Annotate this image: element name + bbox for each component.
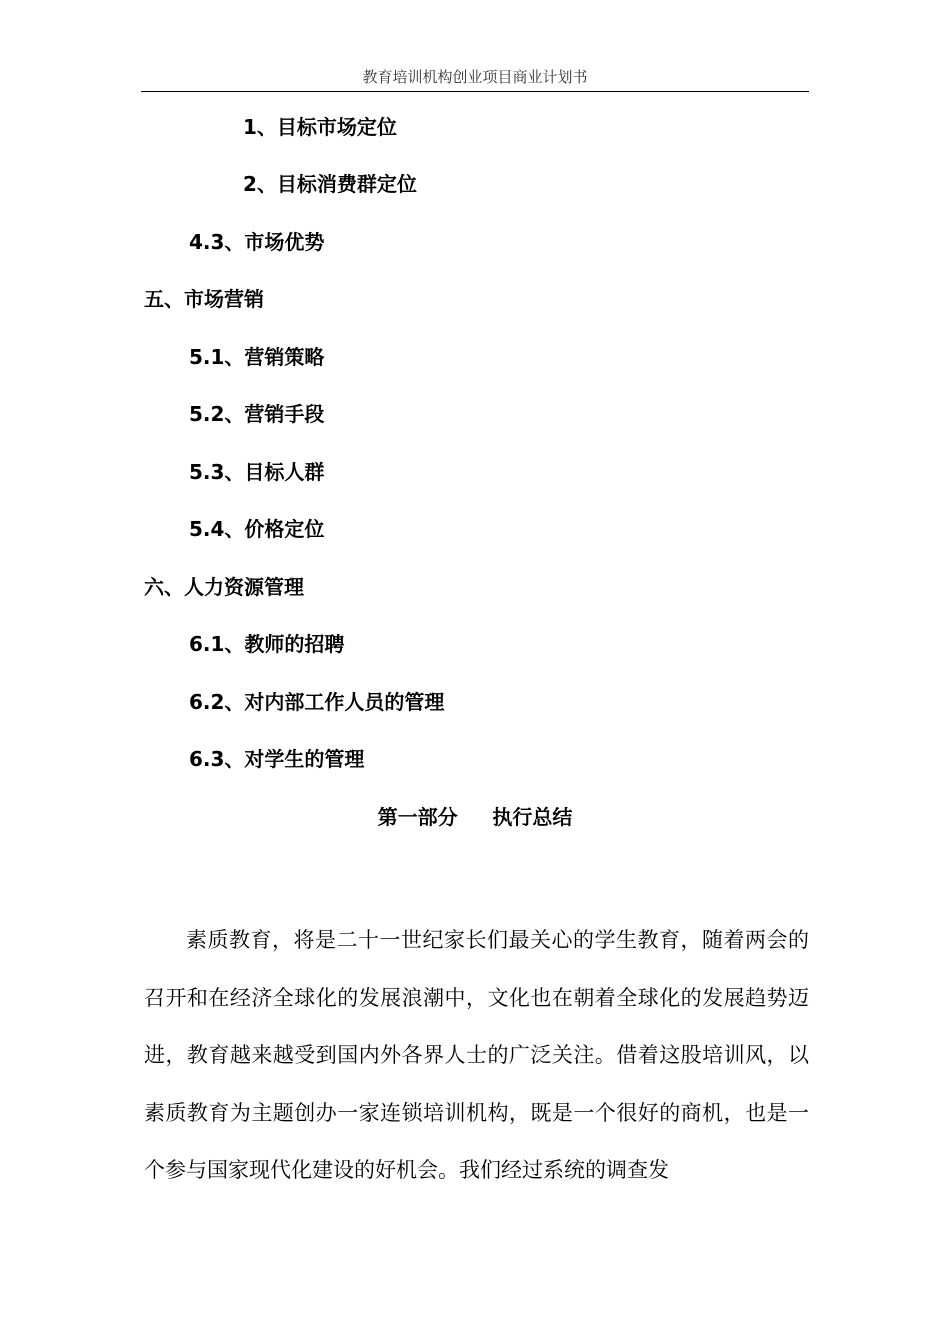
section-title: 第一部分 执行总结 [377, 805, 573, 829]
toc-item-pricing: 5.4、价格定位 [189, 517, 325, 541]
page-header: 教育培训机构创业项目商业计划书 [362, 68, 588, 86]
toc-item-teacher-recruitment: 6.1、教师的招聘 [189, 632, 345, 656]
toc-item-target-market: 1、目标市场定位 [243, 115, 397, 139]
toc-item-target-group: 5.3、目标人群 [189, 460, 325, 484]
body-paragraph: 素质教育，将是二十一世纪家长们最关心的学生教育，随着两会的召开和在经济全球化的发展浪潮中，文化也在朝着全球化的发展趋势迈进，教育越来越受到国内外各界人士的广泛关注。借着这股培训风，以素质教育为主题创办一家连锁培训机构，既是一个很好的商机，也是一个参与国家现代化建设的好机会。我们经过系统的调查发 [144, 928, 809, 1182]
toc-item-marketing: 五、市场营销 [144, 287, 264, 311]
header-divider [141, 91, 809, 92]
toc-item-hr-management: 六、人力资源管理 [144, 575, 304, 599]
toc-item-target-consumers: 2、目标消费群定位 [243, 172, 417, 196]
toc-item-market-advantage: 4.3、市场优势 [189, 230, 325, 254]
toc-item-marketing-strategy: 5.1、营销策略 [189, 345, 325, 369]
toc-item-marketing-means: 5.2、营销手段 [189, 402, 325, 426]
toc-item-student-management: 6.3、对学生的管理 [189, 747, 365, 771]
toc-item-staff-management: 6.2、对内部工作人员的管理 [189, 690, 445, 714]
